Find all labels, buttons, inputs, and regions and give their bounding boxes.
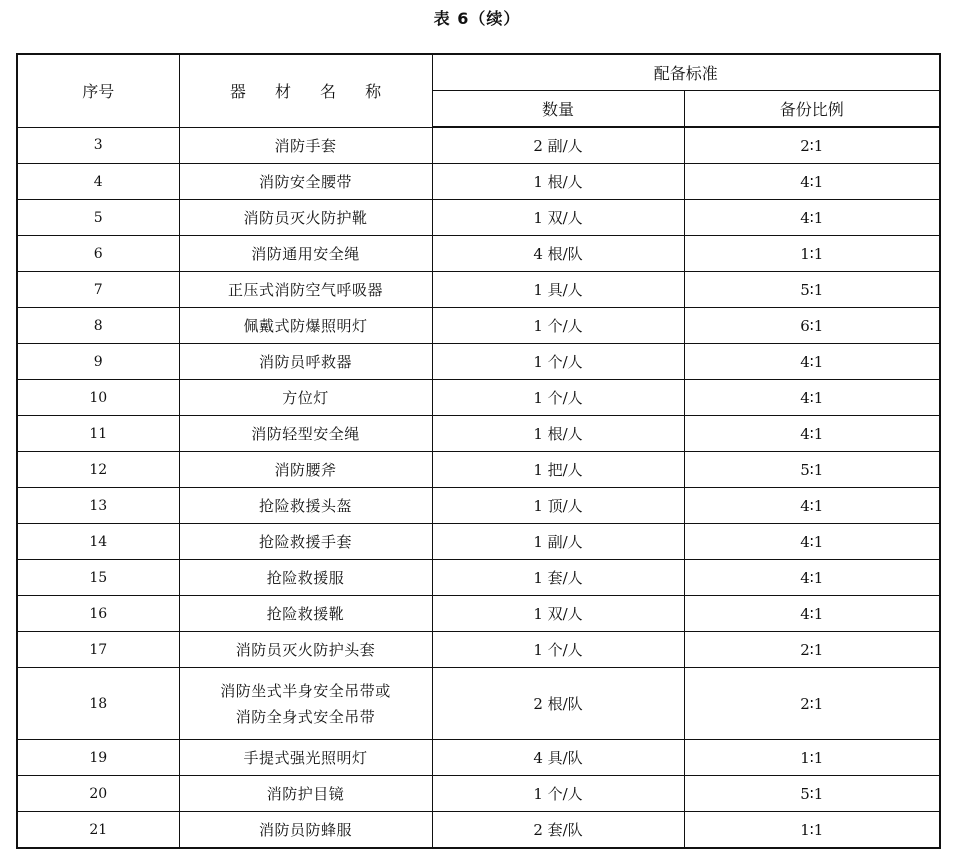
cell-ratio: 4∶1 <box>684 488 940 524</box>
cell-ratio: 4∶1 <box>684 344 940 380</box>
cell-quantity: 1 双/人 <box>432 596 684 632</box>
cell-seq: 7 <box>17 272 179 308</box>
cell-name <box>179 740 432 776</box>
cell-ratio: 2∶1 <box>684 668 940 740</box>
cell-ratio: 4∶1 <box>684 200 940 236</box>
cell-name-line: 消防员灭火防护靴 <box>243 209 368 227</box>
cell-quantity: 1 个/人 <box>432 380 684 416</box>
cell-ratio: 5∶1 <box>684 776 940 812</box>
cell-ratio: 2∶1 <box>684 127 940 164</box>
table-header <box>17 54 940 127</box>
table-row <box>17 272 940 308</box>
cell-quantity: 1 双/人 <box>432 200 684 236</box>
cell-name-line: 抢险救援头盔 <box>258 497 352 515</box>
cell-seq: 16 <box>17 596 179 632</box>
cell-name-line: 消防安全腰带 <box>258 173 352 191</box>
cell-ratio: 5∶1 <box>684 452 940 488</box>
table-row <box>17 488 940 524</box>
cell-quantity: 1 根/人 <box>432 416 684 452</box>
cell-ratio: 1∶1 <box>684 236 940 272</box>
cell-name <box>179 308 432 344</box>
cell-quantity: 1 把/人 <box>432 452 684 488</box>
cell-name-line: 消防护目镜 <box>266 785 345 803</box>
cell-name <box>179 416 432 452</box>
cell-ratio: 4∶1 <box>684 380 940 416</box>
cell-seq: 4 <box>17 164 179 200</box>
cell-name-line: 消防轻型安全绳 <box>251 425 360 443</box>
cell-quantity: 4 根/队 <box>432 236 684 272</box>
cell-seq: 14 <box>17 524 179 560</box>
cell-quantity: 4 具/队 <box>432 740 684 776</box>
cell-quantity: 1 套/人 <box>432 560 684 596</box>
cell-name <box>179 524 432 560</box>
cell-ratio: 1∶1 <box>684 812 940 849</box>
cell-name <box>179 596 432 632</box>
header-quantity: 数量 <box>432 91 684 128</box>
cell-name-line: 消防员灭火防护头套 <box>235 641 376 659</box>
table-row <box>17 524 940 560</box>
table-row <box>17 776 940 812</box>
header-ratio: 备份比例 <box>684 91 940 128</box>
cell-name <box>179 236 432 272</box>
cell-name <box>179 560 432 596</box>
cell-quantity: 1 个/人 <box>432 776 684 812</box>
cell-name <box>179 668 432 740</box>
table-row <box>17 127 940 164</box>
table-row <box>17 560 940 596</box>
table-row <box>17 632 940 668</box>
header-standard: 配备标准 <box>432 54 940 91</box>
cell-name-line: 正压式消防空气呼吸器 <box>227 281 383 299</box>
table-row <box>17 740 940 776</box>
table-row <box>17 416 940 452</box>
cell-name <box>179 272 432 308</box>
cell-seq: 9 <box>17 344 179 380</box>
cell-seq: 15 <box>17 560 179 596</box>
cell-quantity: 1 具/人 <box>432 272 684 308</box>
cell-seq: 20 <box>17 776 179 812</box>
cell-name <box>179 632 432 668</box>
table-body <box>17 127 940 848</box>
cell-ratio: 1∶1 <box>684 740 940 776</box>
cell-seq: 11 <box>17 416 179 452</box>
cell-name <box>179 776 432 812</box>
cell-name-line: 佩戴式防爆照明灯 <box>243 317 368 335</box>
cell-quantity: 1 个/人 <box>432 308 684 344</box>
cell-name-line: 消防坐式半身安全吊带或 <box>220 681 391 700</box>
cell-ratio: 4∶1 <box>684 596 940 632</box>
cell-name-line: 方位灯 <box>282 389 329 407</box>
cell-name <box>179 812 432 849</box>
cell-seq: 18 <box>17 668 179 740</box>
cell-name-line-2: 消防全身式安全吊带 <box>235 707 376 726</box>
table-row <box>17 308 940 344</box>
cell-name <box>179 164 432 200</box>
cell-name <box>179 452 432 488</box>
cell-name-line: 消防通用安全绳 <box>251 245 360 263</box>
cell-seq: 5 <box>17 200 179 236</box>
cell-seq: 21 <box>17 812 179 849</box>
cell-name <box>179 488 432 524</box>
cell-quantity: 2 副/人 <box>432 127 684 164</box>
cell-ratio: 4∶1 <box>684 416 940 452</box>
cell-quantity: 1 个/人 <box>432 632 684 668</box>
cell-seq: 3 <box>17 127 179 164</box>
cell-name <box>179 127 432 164</box>
table-title: 表 6（续） <box>433 9 521 28</box>
cell-quantity: 1 顶/人 <box>432 488 684 524</box>
cell-quantity: 2 根/队 <box>432 668 684 740</box>
cell-ratio: 6∶1 <box>684 308 940 344</box>
cell-name-line: 消防手套 <box>274 136 337 155</box>
cell-name-line: 手提式强光照明灯 <box>243 749 368 767</box>
equipment-table <box>16 53 941 849</box>
cell-name <box>179 344 432 380</box>
cell-name-line: 抢险救援服 <box>266 569 345 587</box>
cell-ratio: 5∶1 <box>684 272 940 308</box>
table-row <box>17 452 940 488</box>
cell-seq: 8 <box>17 308 179 344</box>
table-row <box>17 380 940 416</box>
cell-seq: 13 <box>17 488 179 524</box>
cell-name <box>179 200 432 236</box>
table-row <box>17 596 940 632</box>
cell-name-line: 抢险救援手套 <box>258 533 352 551</box>
header-seq: 序号 <box>17 54 179 127</box>
cell-name-line: 消防员呼救器 <box>258 353 352 371</box>
cell-seq: 19 <box>17 740 179 776</box>
cell-ratio: 4∶1 <box>684 524 940 560</box>
header-name <box>179 54 432 127</box>
cell-seq: 12 <box>17 452 179 488</box>
cell-quantity: 1 个/人 <box>432 344 684 380</box>
cell-ratio: 4∶1 <box>684 560 940 596</box>
cell-seq: 10 <box>17 380 179 416</box>
cell-name-line: 消防员防蜂服 <box>258 821 352 839</box>
cell-quantity: 1 副/人 <box>432 524 684 560</box>
cell-ratio: 2∶1 <box>684 632 940 668</box>
table-row <box>17 344 940 380</box>
cell-name <box>179 380 432 416</box>
cell-quantity: 2 套/队 <box>432 812 684 849</box>
table-row <box>17 164 940 200</box>
cell-seq: 17 <box>17 632 179 668</box>
table-row <box>17 200 940 236</box>
cell-name-line: 抢险救援靴 <box>266 605 345 623</box>
table-row <box>17 668 940 740</box>
cell-quantity: 1 根/人 <box>432 164 684 200</box>
cell-seq: 6 <box>17 236 179 272</box>
table-row <box>17 236 940 272</box>
cell-ratio: 4∶1 <box>684 164 940 200</box>
header-name-label: 器 材 名 称 <box>229 82 394 102</box>
table-row <box>17 812 940 849</box>
cell-name-line: 消防腰斧 <box>274 461 337 479</box>
